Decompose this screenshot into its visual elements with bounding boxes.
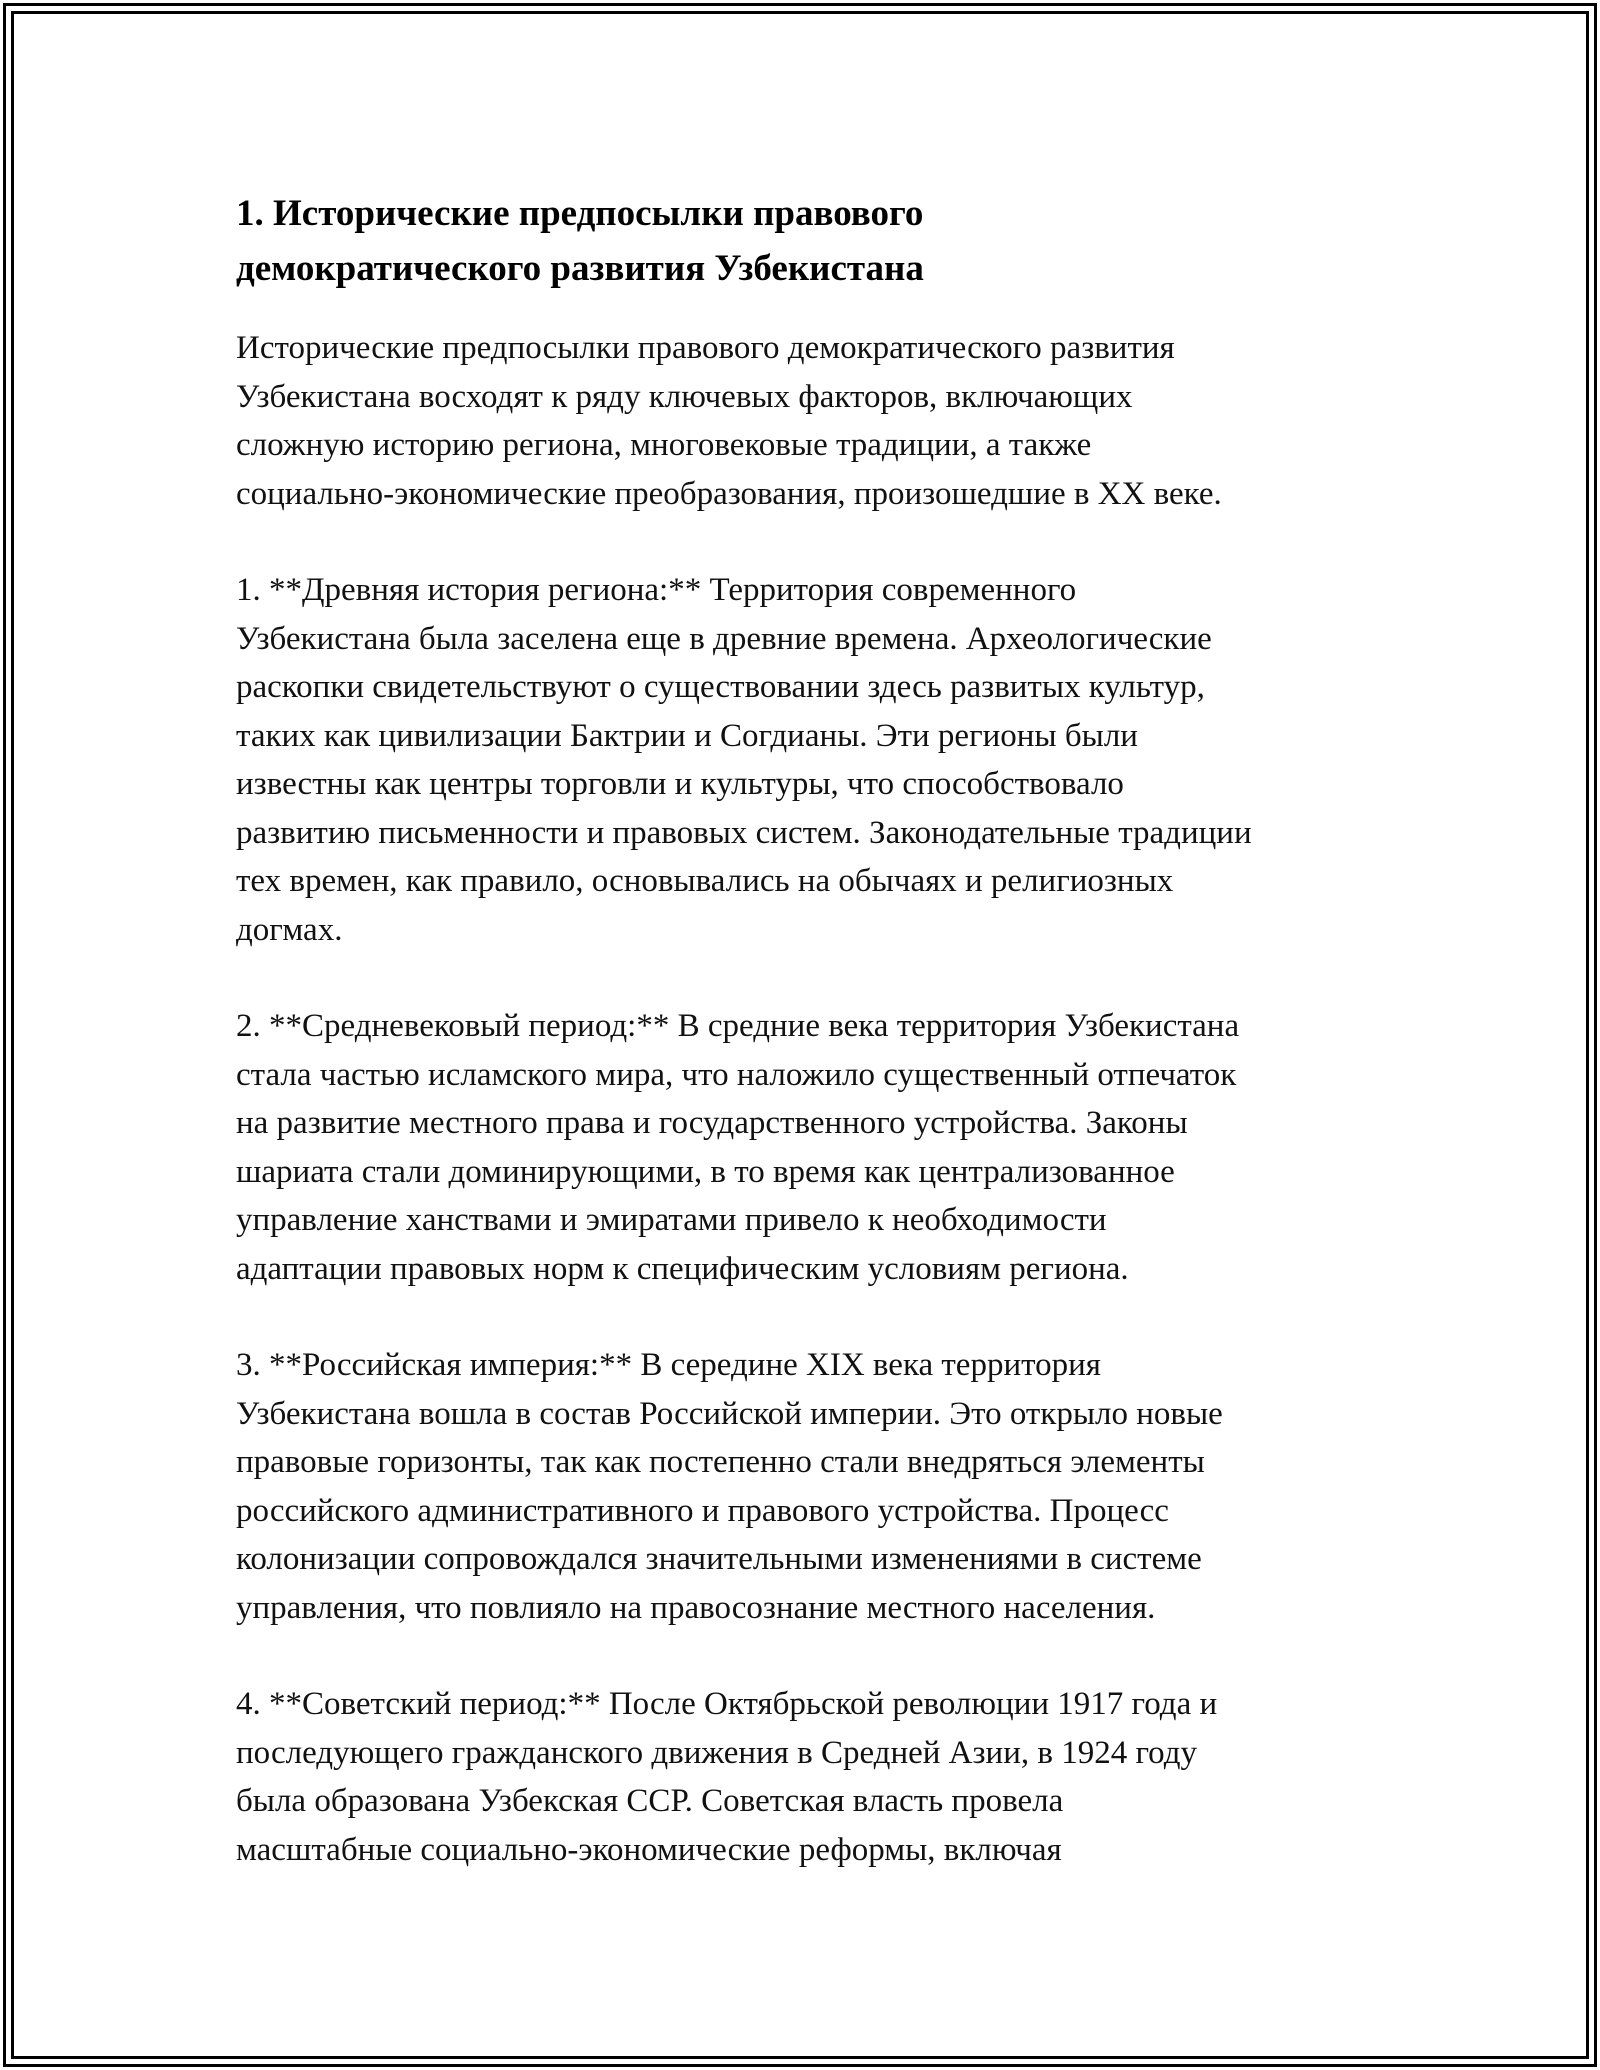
russian-empire-paragraph bbox=[236, 1341, 1386, 1632]
paragraph-line: российского административного и правового устройства. Процесс bbox=[236, 1492, 1169, 1529]
paragraph-line: стала частью исламского мира, что наложило существенный отпечаток bbox=[236, 1056, 1237, 1093]
document-title bbox=[236, 186, 1386, 296]
paragraph-line: адаптации правовых норм к специфическим условиям региона. bbox=[236, 1250, 1129, 1287]
paragraph-line: 2. **Средневековый период:** В средние века территория Узбекистана bbox=[236, 1008, 1240, 1044]
paragraph-line: была образована Узбекская ССР. Советская власть провела bbox=[236, 1783, 1064, 1819]
intro-paragraph bbox=[236, 324, 1386, 518]
paragraph-line: Узбекистана вошла в состав Российской империи. Это открыло новые bbox=[236, 1395, 1223, 1432]
paragraph-line: шариата стали доминирующими, в то время как централизованное bbox=[236, 1153, 1175, 1190]
paragraph-line: Узбекистана была заселена еще в древние времена. Археологические bbox=[236, 620, 1212, 657]
paragraph-line: колонизации сопровождался значительными изменениями в системе bbox=[236, 1541, 1202, 1577]
paragraph-line: известны как центры торговли и культуры, что способствовало bbox=[236, 766, 1124, 802]
medieval-period-paragraph bbox=[236, 1002, 1386, 1293]
ancient-history-paragraph bbox=[236, 566, 1386, 954]
paragraph-line: 1. **Древняя история региона:** Территория современного bbox=[236, 572, 1077, 608]
paragraph-line: Узбекистана восходят к ряду ключевых факторов, включающих bbox=[236, 378, 1133, 415]
paragraph-line: Исторические предпосылки правового демократического развития bbox=[236, 330, 1175, 366]
paragraph-line: 3. **Российская империя:** В середине XIX века территория bbox=[236, 1347, 1101, 1383]
paragraph-line: управление ханствами и эмиратами привело к необходимости bbox=[236, 1202, 1107, 1238]
paragraph-line: тех времен, как правило, основывались на обычаях и религиозных bbox=[236, 863, 1174, 899]
paragraph-line: масштабные социально-экономические реформы, включая bbox=[236, 1831, 1062, 1868]
paragraph-line: развитию письменности и правовых систем. Законодательные традиции bbox=[236, 814, 1252, 851]
paragraph-line: последующего гражданского движения в Средней Азии, в 1924 году bbox=[236, 1734, 1197, 1771]
soviet-period-paragraph bbox=[236, 1680, 1386, 1874]
paragraph-line: правовые горизонты, так как постепенно стали внедряться элементы bbox=[236, 1444, 1205, 1480]
paragraph-line: таких как цивилизации Бактрии и Согдианы. Эти регионы были bbox=[236, 717, 1138, 754]
paragraph-line: социально-экономические преобразования, произошедшие в XX веке. bbox=[236, 475, 1222, 512]
paragraph-line: раскопки свидетельствуют о существовании здесь развитых культур, bbox=[236, 669, 1205, 705]
paragraph-line: догмах. bbox=[236, 911, 343, 948]
paragraph-line: управления, что повлияло на правосознание местного населения. bbox=[236, 1589, 1156, 1626]
paragraph-line: 4. **Советский период:** После Октябрьской революции 1917 года и bbox=[236, 1686, 1218, 1722]
paragraph-line: на развитие местного права и государственного устройства. Законы bbox=[236, 1105, 1188, 1141]
paragraph-line: сложную историю региона, многовековые традиции, а также bbox=[236, 427, 1092, 463]
title-line: 1. Исторические предпосылки правового bbox=[236, 193, 924, 234]
document-page bbox=[236, 186, 1386, 1922]
title-line: демократического развития Узбекистана bbox=[236, 248, 924, 289]
